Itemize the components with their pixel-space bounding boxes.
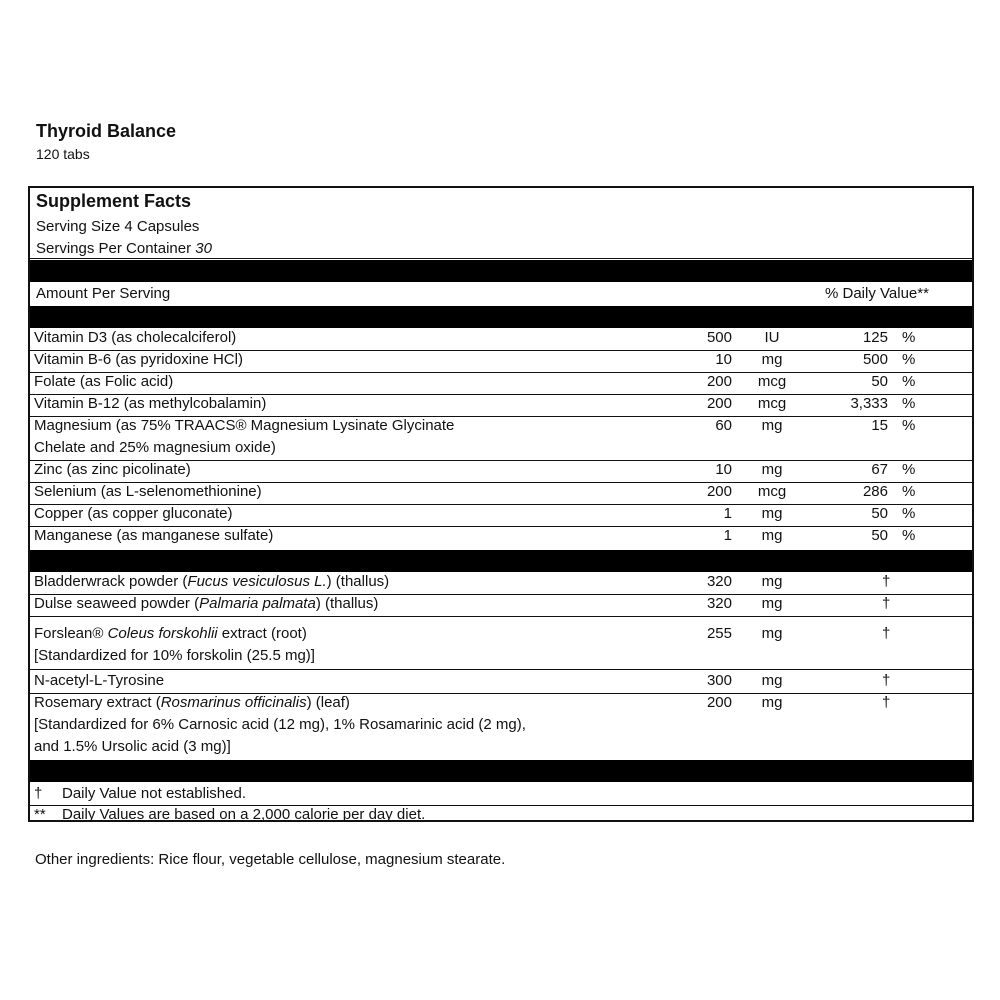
nutrient-name: Vitamin B-6 (as pyridoxine HCl) [34,351,243,368]
daily-value-header: % Daily Value** [825,285,929,302]
botanical-latin-name: Palmaria palmata [199,595,316,612]
footnote-text: Daily Values are based on a 2,000 calorie per day diet. [62,806,426,823]
nutrient-name: Selenium (as L-selenomethionine) [34,483,262,500]
percent-sign: % [902,351,916,368]
product-count: 120 tabs [36,146,90,162]
nutrient-unit: mcg [757,373,787,390]
botanical-name: Dulse seaweed powder (Palmaria palmata) (thallus) [34,595,379,612]
percent-sign: % [902,395,916,412]
nutrient-name: Manganese (as manganese sulfate) [34,527,274,544]
footnote-daily-values [34,806,425,823]
nutrient-unit: mcg [757,395,787,412]
amount-per-serving-header: Amount Per Serving [36,285,171,302]
dagger-symbol: † [882,672,891,689]
botanical-name: N-acetyl-L-Tyrosine [34,672,165,689]
nutrient-daily-value: 500 [862,351,888,368]
dagger-symbol: † [882,694,891,711]
nutrient-unit: mg [761,351,783,368]
dagger-symbol: † [882,625,891,642]
product-title: Thyroid Balance [36,121,177,141]
botanical-amount: 255 [706,625,732,642]
dagger-symbol: † [882,573,891,590]
nutrient-unit: mg [761,417,783,434]
botanical-unit: mg [761,694,783,711]
botanical-unit: mg [761,573,783,590]
nutrient-daily-value: 3,333 [850,395,888,412]
thick-divider [30,550,972,572]
nutrient-unit: mg [761,527,783,544]
standardization-note: [Standardized for 6% Carnosic acid (12 mg), 1% Rosamarinic acid (2 mg), [34,716,526,733]
botanical-unit: mg [761,625,783,642]
botanical-amount: 300 [706,672,732,689]
botanical-name: Rosemary extract (Rosmarinus officinalis) (leaf) [34,694,350,711]
servings-per-container-label: Servings Per Container [36,240,192,257]
percent-sign: % [902,417,916,434]
thick-divider [30,260,972,282]
supplement-facts-panel [28,186,974,822]
nutrient-amount: 1 [723,527,732,544]
serving-size: Serving Size 4 Capsules [36,218,200,235]
nutrient-name: Vitamin D3 (as cholecalciferol) [34,329,237,346]
nutrient-amount: 10 [715,461,732,478]
nutrient-name: Copper (as copper gluconate) [34,505,233,522]
percent-sign: % [902,461,916,478]
nutrient-daily-value: 286 [862,483,888,500]
botanical-latin-name: Coleus forskohlii [107,625,218,642]
percent-sign: % [902,505,916,522]
botanical-name: Forslean® Coleus forskohlii extract (root) [34,625,307,642]
footnote-symbol: ** [34,806,46,823]
nutrient-daily-value: 15 [871,417,888,434]
nutrient-amount: 1 [723,505,732,522]
nutrient-amount: 500 [706,329,732,346]
nutrient-amount: 200 [706,373,732,390]
divider [30,258,972,259]
footnote-text: Daily Value not established. [62,785,246,802]
botanical-amount: 320 [706,573,732,590]
botanical-amount: 320 [706,595,732,612]
percent-sign: % [902,373,916,390]
nutrient-amount: 60 [715,417,732,434]
botanical-unit: mg [761,672,783,689]
nutrient-daily-value: 125 [862,329,888,346]
botanical-latin-name: Fucus vesiculosus L. [187,573,327,590]
botanical-unit: mg [761,595,783,612]
botanical-amount: 200 [706,694,732,711]
servings-per-container-value: 30 [195,240,212,257]
nutrient-name: Zinc (as zinc picolinate) [34,461,191,478]
footnote-dagger [34,785,246,802]
percent-sign: % [902,527,916,544]
botanical-latin-name: Rosmarinus officinalis [160,694,307,711]
nutrient-unit: mg [761,461,783,478]
percent-sign: % [902,483,916,500]
nutrient-unit: mg [761,505,783,522]
nutrient-amount: 200 [706,483,732,500]
nutrient-amount: 200 [706,395,732,412]
standardization-note: [Standardized for 10% forskolin (25.5 mg)] [34,647,315,664]
nutrient-daily-value: 67 [871,461,888,478]
nutrient-daily-value: 50 [871,527,888,544]
thick-divider [30,306,972,328]
facts-title: Supplement Facts [36,191,192,211]
nutrient-unit: mcg [757,483,787,500]
nutrient-name: Magnesium (as 75% TRAACS® Magnesium Lysinate Glycinate [34,417,455,434]
nutrient-name-continued: Chelate and 25% magnesium oxide) [34,439,276,456]
nutrient-daily-value: 50 [871,505,888,522]
nutrient-daily-value: 50 [871,373,888,390]
botanical-name: Bladderwrack powder (Fucus vesiculosus L.) (thallus) [34,573,390,590]
divider [30,616,972,617]
nutrient-amount: 10 [715,351,732,368]
percent-sign: % [902,329,916,346]
divider [30,669,972,670]
nutrient-unit: IU [764,329,780,346]
standardization-note-continued: and 1.5% Ursolic acid (3 mg)] [34,738,231,755]
footnote-symbol: † [34,785,43,802]
thick-divider [30,760,972,782]
other-ingredients: Other ingredients: Rice flour, vegetable cellulose, magnesium stearate. [35,851,506,868]
dagger-symbol: † [882,595,891,612]
servings-per-container [36,240,212,257]
nutrient-name: Folate (as Folic acid) [34,373,174,390]
nutrient-name: Vitamin B-12 (as methylcobalamin) [34,395,267,412]
